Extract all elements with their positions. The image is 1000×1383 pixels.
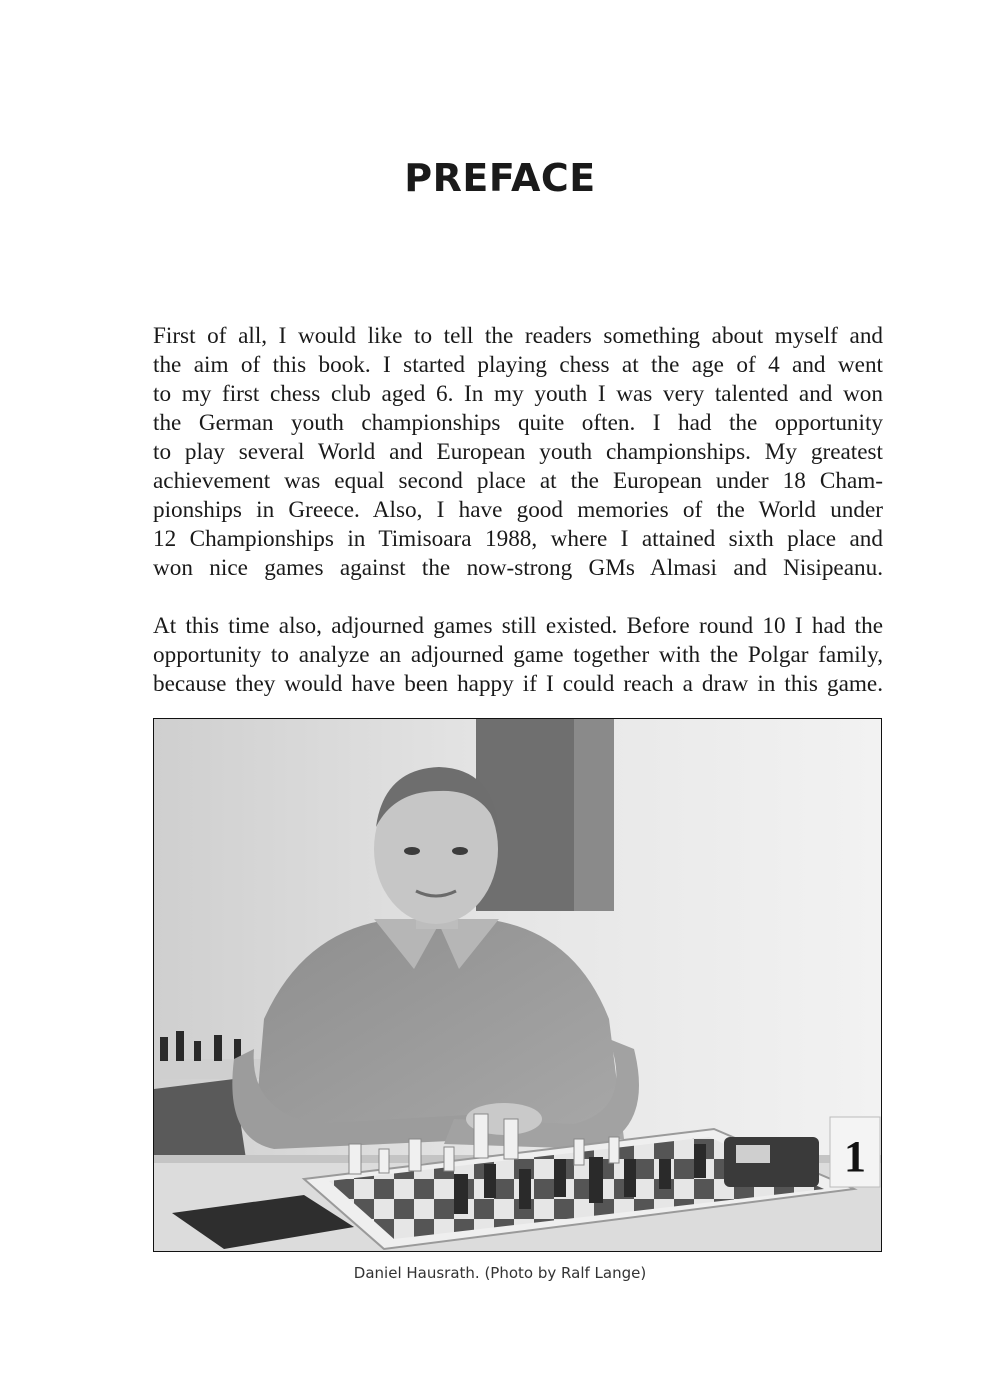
- text-line: to play several World and European youth championships. My greatest: [153, 439, 883, 465]
- text-line: to my first chess club aged 6. In my youth I was very talented and won: [153, 381, 883, 407]
- paragraph-2: [153, 612, 883, 699]
- text-line: opportunity to analyze an adjourned game together with the Polgar family,: [153, 642, 883, 668]
- text-line: because they would have been happy if I could reach a draw in this game.: [153, 671, 883, 697]
- text-line: At this time also, adjourned games still existed. Before round 10 I had the: [153, 613, 883, 639]
- text-line: won nice games against the now-strong GMs Almasi and Nisipeanu.: [153, 555, 883, 581]
- text-line: pionships in Greece. Also, I have good memories of the World under: [153, 497, 883, 523]
- page-title: PREFACE: [404, 156, 596, 200]
- text-line: the German youth championships quite often. I had the opportunity: [153, 410, 883, 436]
- text-line: achievement was equal second place at the European under 18 Cham-: [153, 468, 883, 494]
- photo-illustration: [154, 719, 881, 1251]
- author-photo: [153, 718, 882, 1252]
- text-line: 12 Championships in Timisoara 1988, where I attained sixth place and: [153, 526, 883, 552]
- paragraph-1: [153, 322, 883, 583]
- board-number: 1: [844, 1132, 866, 1181]
- photo-caption: Daniel Hausrath. (Photo by Ralf Lange): [353, 1264, 647, 1282]
- text-line: First of all, I would like to tell the readers something about myself and: [153, 323, 883, 349]
- text-line: the aim of this book. I started playing chess at the age of 4 and went: [153, 352, 883, 378]
